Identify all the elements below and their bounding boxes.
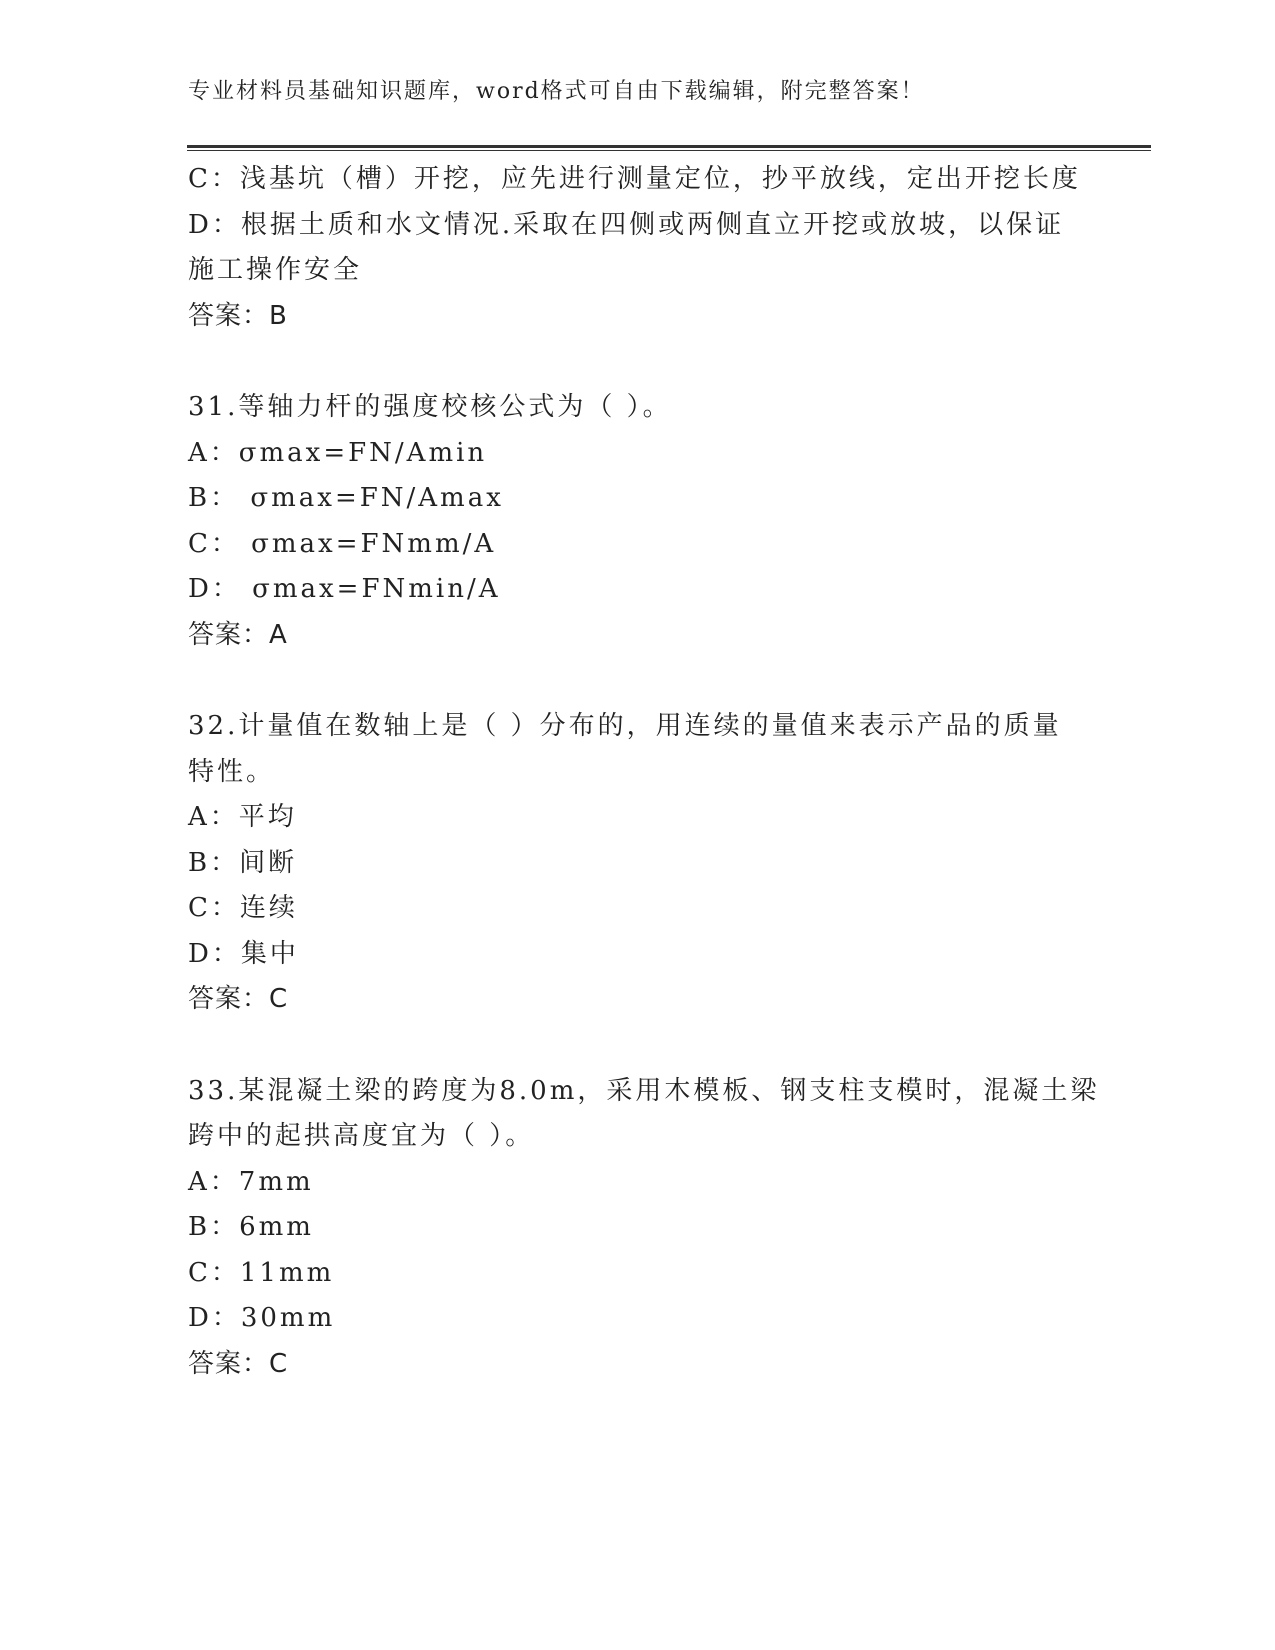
prev-question-block — [188, 157, 1088, 339]
question-32 — [188, 704, 1088, 1023]
answer: 答案：A — [188, 619, 288, 650]
header-rule — [187, 145, 1151, 151]
option-a: A：7mm — [188, 1166, 314, 1197]
option-c: C：11mm — [188, 1257, 335, 1288]
option-c: C： σmax=FNmm/A — [188, 528, 497, 559]
option-b: B：间断 — [188, 847, 298, 878]
option-d-continued: 施工操作安全 — [188, 255, 363, 285]
option-d: D：集中 — [188, 938, 299, 969]
spacer — [188, 339, 1088, 385]
spacer — [188, 658, 1088, 704]
option-d: D：根据土质和水文情况.采取在四侧或两侧直立开挖或放坡，以保证 — [188, 209, 1065, 240]
question-stem: 33.某混凝土梁的跨度为8.0m，采用木模板、钢支柱支模时，混凝土梁 — [188, 1075, 1100, 1106]
option-b: B： σmax=FN/Amax — [188, 483, 504, 513]
option-a: A：平均 — [188, 802, 297, 832]
answer: 答案：C — [188, 1348, 289, 1379]
option-b: B：6mm — [188, 1212, 314, 1242]
option-c: C：连续 — [188, 893, 298, 923]
question-31 — [188, 385, 1088, 658]
option-d: D：30mm — [188, 1303, 336, 1333]
question-stem-continued: 跨中的起拱高度宜为（ ）。 — [188, 1121, 535, 1151]
answer: 答案：C — [188, 984, 289, 1014]
answer: 答案：B — [188, 300, 288, 331]
question-33 — [188, 1069, 1100, 1388]
document-body — [188, 157, 1100, 1387]
page-header: 专业材料员基础知识题库，word格式可自由下载编辑，附完整答案！ — [188, 79, 925, 104]
spacer — [188, 1023, 1088, 1069]
option-a: A：σmax=FN/Amin — [188, 437, 488, 468]
question-stem: 32.计量值在数轴上是（ ）分布的，用连续的量值来表示产品的质量 — [188, 711, 1062, 741]
option-d: D： σmax=FNmin/A — [188, 574, 501, 604]
question-stem: 31.等轴力杆的强度校核公式为（ ）。 — [188, 392, 672, 422]
option-c: C：浅基坑（槽）开挖，应先进行测量定位，抄平放线，定出开挖长度 — [188, 164, 1081, 194]
question-stem-continued: 特性。 — [188, 756, 276, 787]
